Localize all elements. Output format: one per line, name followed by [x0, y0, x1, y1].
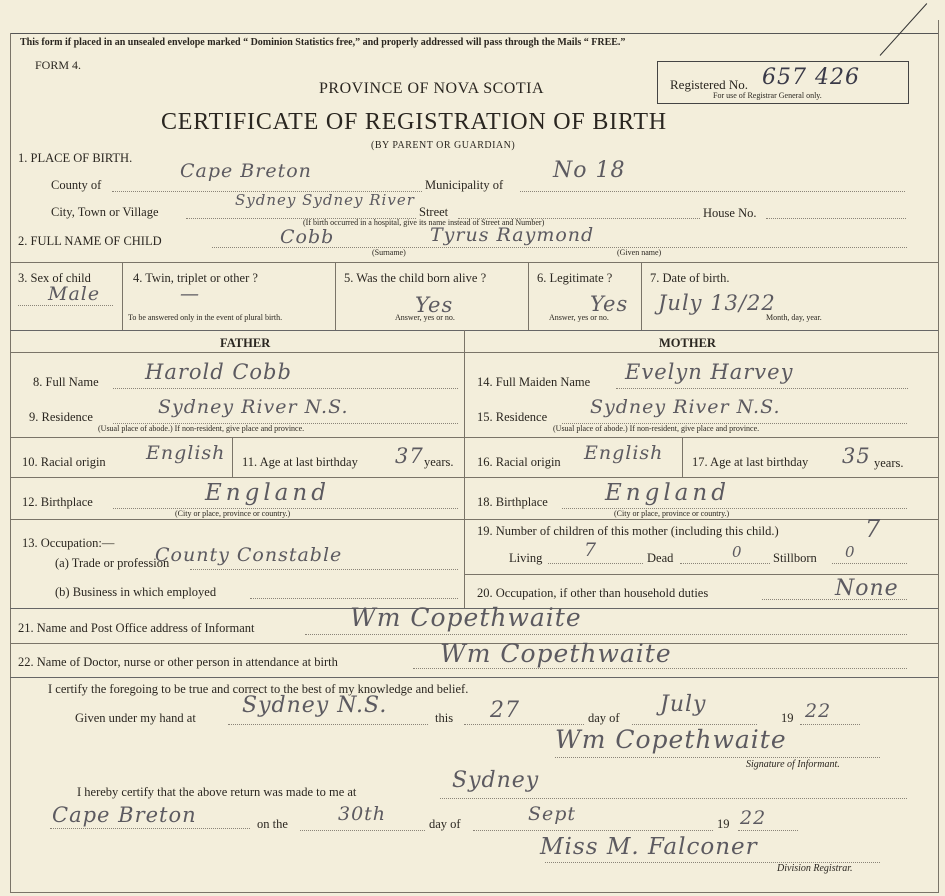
- registration-label: Registered No.: [670, 77, 748, 92]
- this-label: this: [435, 711, 454, 725]
- given-under-label: Given under my hand at: [75, 711, 196, 725]
- informant-label: 21. Name and Post Office address of Informant: [18, 621, 255, 635]
- trade-value: County Constable: [155, 544, 343, 566]
- right-border: [938, 20, 939, 893]
- mother-heading: MOTHER: [659, 336, 716, 350]
- mother-occupation-value: None: [835, 576, 899, 601]
- father-name-label: 8. Full Name: [33, 375, 99, 389]
- city-label: City, Town or Village: [51, 205, 159, 219]
- mother-occupation-label: 20. Occupation, if other than household duties: [477, 586, 709, 600]
- street-label: Street: [419, 205, 449, 219]
- surname-caption: (Surname): [372, 248, 406, 257]
- mother-name-value: Evelyn Harvey: [625, 360, 794, 384]
- stillborn-value: 0: [845, 543, 856, 561]
- child-given-name: Tyrus Raymond: [430, 224, 595, 246]
- mother-years: years.: [874, 456, 904, 470]
- birth-date-value: July 13/22: [658, 291, 776, 315]
- registration-box: [657, 61, 909, 104]
- birth-date-note: Month, day, year.: [766, 313, 822, 322]
- doctor-value: Wm Copethwaite: [440, 639, 672, 668]
- alive-label: 5. Was the child born alive ?: [344, 271, 487, 285]
- certify-year-value: 22: [805, 700, 832, 722]
- certify-day-value: 27: [490, 698, 520, 723]
- mother-racial-value: English: [584, 442, 664, 464]
- living-label: Living: [509, 551, 543, 565]
- province-heading: PROVINCE OF NOVA SCOTIA: [319, 80, 545, 97]
- twin-label: 4. Twin, triplet or other ?: [133, 271, 258, 285]
- house-label: House No.: [703, 206, 757, 220]
- child-surname: Cobb: [280, 226, 335, 248]
- sex-value: Male: [48, 283, 101, 305]
- father-residence-value: Sydney River N.S.: [158, 396, 349, 418]
- registrar-place-value: Sydney: [452, 768, 540, 793]
- registrar-statement: I hereby certify that the above return was made to me at: [77, 785, 357, 799]
- father-years: years.: [424, 455, 454, 469]
- alive-value: Yes: [415, 293, 454, 317]
- certify-day-of-label: day of: [588, 711, 620, 725]
- legitimate-note: Answer, yes or no.: [549, 313, 609, 322]
- father-birthplace-label: 12. Birthplace: [22, 495, 93, 509]
- mother-name-label: 14. Full Maiden Name: [477, 375, 591, 389]
- father-racial-label: 10. Racial origin: [22, 455, 106, 469]
- twin-value: —: [180, 283, 200, 305]
- given-caption: (Given name): [617, 248, 662, 257]
- living-value: 7: [584, 539, 598, 561]
- mother-racial-label: 16. Racial origin: [477, 455, 561, 469]
- mother-birthplace-label: 18. Birthplace: [477, 495, 548, 509]
- mother-residence-value: Sydney River N.S.: [590, 396, 781, 418]
- registrar-county-value: Cape Breton: [52, 803, 197, 827]
- registrar-year-value: 22: [740, 807, 767, 829]
- stillborn-label: Stillborn: [773, 551, 817, 565]
- certify-statement: I certify the foregoing to be true and correct to the best of my knowledge and belief.: [48, 682, 469, 696]
- father-age-value: 37: [395, 444, 424, 468]
- father-residence-note: (Usual place of abode.) If non-resident, give place and province.: [98, 424, 305, 433]
- certify-month-value: July: [660, 692, 707, 717]
- city-value: Sydney Sydney River: [235, 191, 415, 209]
- business-label: (b) Business in which employed: [55, 585, 217, 599]
- page-subtitle: (BY PARENT OR GUARDIAN): [371, 140, 516, 151]
- municipality-label: Municipality of: [425, 178, 504, 192]
- registrar-day-value: 30th: [338, 803, 387, 825]
- certify-year-prefix: 19: [781, 711, 794, 725]
- registrar-day-of-label: day of: [429, 817, 461, 831]
- legitimate-value: Yes: [590, 292, 629, 316]
- registration-number: 657 426: [762, 65, 860, 90]
- sex-label: 3. Sex of child: [18, 271, 91, 285]
- registrar-on-the-label: on the: [257, 817, 288, 831]
- hospital-note: (If birth occurred in a hospital, give its name instead of Street and Number): [303, 218, 545, 227]
- dead-value: 0: [732, 543, 743, 561]
- father-occupation-label: 13. Occupation:—: [22, 536, 115, 550]
- father-name-value: Harold Cobb: [145, 360, 292, 384]
- children-count-label: 19. Number of children of this mother (including this child.): [477, 524, 779, 538]
- registrar-signature: Miss M. Falconer: [540, 834, 758, 860]
- legitimate-label: 6. Legitimate ?: [537, 271, 613, 285]
- father-age-label: 11. Age at last birthday: [242, 455, 358, 469]
- alive-note: Answer, yes or no.: [395, 313, 455, 322]
- father-heading: FATHER: [220, 336, 271, 350]
- doctor-label: 22. Name of Doctor, nurse or other person in attendance at birth: [18, 655, 338, 669]
- informant-value: Wm Copethwaite: [350, 603, 582, 632]
- birth-date-label: 7. Date of birth.: [650, 271, 730, 285]
- father-birthplace-note: (City or place, province or country.): [175, 509, 291, 518]
- father-birthplace-value: England: [205, 480, 330, 506]
- dead-label: Dead: [647, 551, 674, 565]
- informant-signature-caption: Signature of Informant.: [746, 759, 840, 770]
- father-racial-value: English: [146, 442, 226, 464]
- registrar-signature-caption: Division Registrar.: [777, 863, 853, 874]
- municipality-value: No 18: [553, 158, 626, 183]
- mother-residence-label: 15. Residence: [477, 410, 548, 424]
- informant-signature: Wm Copethwaite: [555, 725, 787, 754]
- certify-place-value: Sydney N.S.: [242, 693, 388, 718]
- check-mark: [880, 3, 928, 56]
- mother-residence-note: (Usual place of abode.) If non-resident, give place and province.: [553, 424, 760, 433]
- page-title: CERTIFICATE OF REGISTRATION OF BIRTH: [161, 109, 667, 135]
- top-border: [10, 33, 938, 34]
- place-of-birth-heading: 1. PLACE OF BIRTH.: [18, 151, 133, 165]
- county-value: Cape Breton: [180, 160, 312, 182]
- twin-note: To be answered only in the event of plural birth.: [128, 313, 283, 322]
- trade-label: (a) Trade or profession: [55, 556, 170, 570]
- mail-notice: This form if placed in an unsealed envelope marked “ Dominion Statistics free,” and properly addressed will pass through the Mails “ FREE.”: [20, 37, 626, 48]
- mother-age-label: 17. Age at last birthday: [692, 455, 809, 469]
- mother-birthplace-note: (City or place, province or country.): [614, 509, 730, 518]
- form-number: FORM 4.: [35, 58, 82, 72]
- child-name-label: 2. FULL NAME OF CHILD: [18, 234, 162, 248]
- registrar-month-value: Sept: [528, 803, 577, 825]
- registrar-year-prefix: 19: [717, 817, 730, 831]
- county-label: County of: [51, 178, 102, 192]
- mother-birthplace-value: England: [605, 480, 730, 506]
- registration-note: For use of Registrar General only.: [713, 91, 822, 100]
- father-residence-label: 9. Residence: [29, 410, 93, 424]
- mother-age-value: 35: [842, 444, 871, 468]
- children-count-value: 7: [865, 515, 882, 543]
- left-border: [10, 33, 11, 893]
